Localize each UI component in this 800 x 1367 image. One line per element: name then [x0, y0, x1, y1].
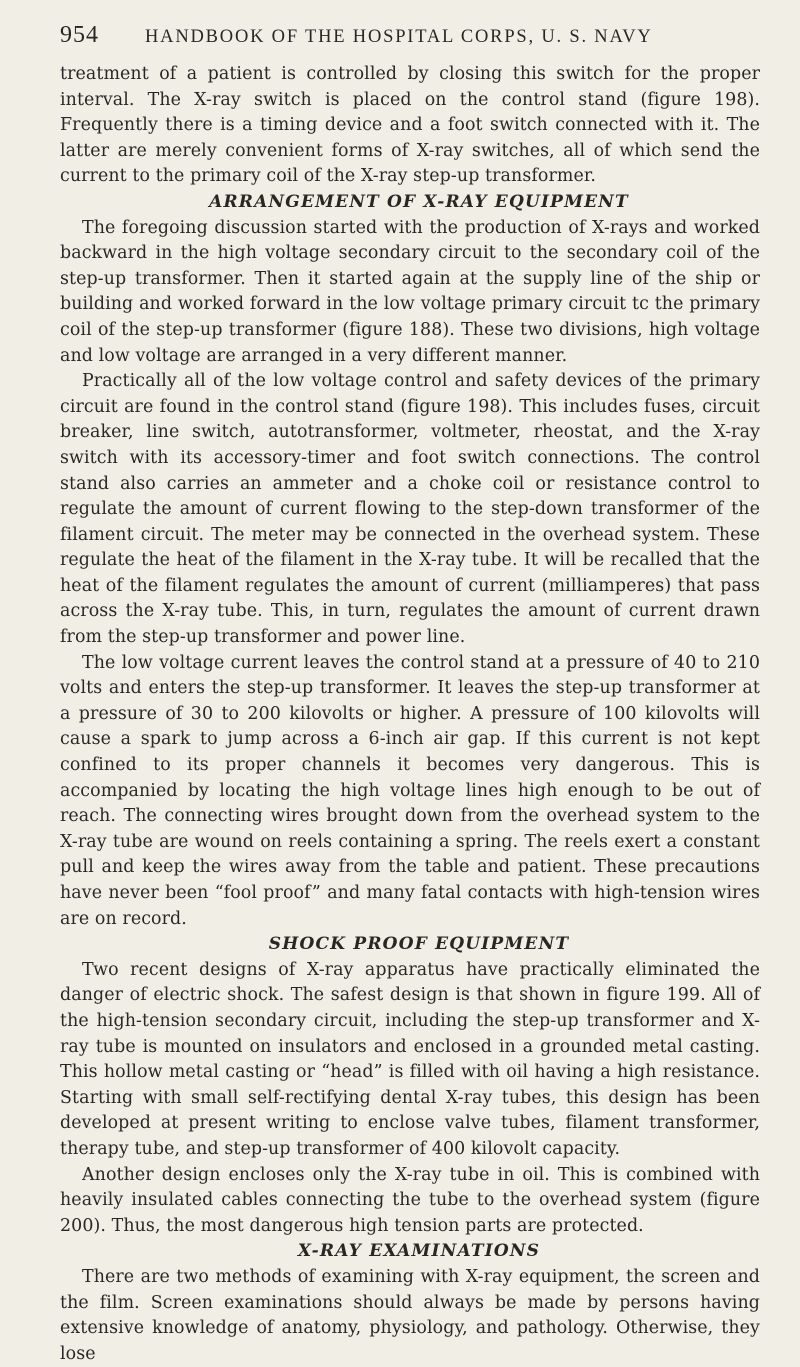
section-heading-shock-proof: SHOCK PROOF EQUIPMENT — [268, 934, 570, 955]
paragraph: Practically all of the low voltage control and safety devices of the primary circuit are found in the control stand (figure 198). This includes fuses, circuit breaker, line switch, autotransformer, voltmeter, rheostat, and the X-ray switch with its accessory-timer and foot switch connections. The control stand also carries an ammeter and a choke coil or resistance control to regulate the amount of current flowing to the step-down transformer of the filament circuit. The meter may be connected in the overhead system. These regulate the heat of the filament in the X-ray tube. It will be recalled that the heat of the filament regulates the amount of current (milliamperes) that pass across the X-ray tube. This, in turn, regulates the amount of current drawn from the step-up transformer and power line. — [60, 371, 760, 648]
section-heading-examinations: X-RAY EXAMINATIONS — [297, 1241, 541, 1262]
paragraph: There are two methods of examining with X-ray equipment, the screen and the film. Screen examinations should always be made by persons having extensive knowledge of anatomy, physiology, and pathology. Otherwise, they lose — [60, 1266, 760, 1364]
page-number: 954 — [60, 22, 99, 48]
paragraph: The foregoing discussion started with the production of X-rays and worked backward in the high voltage secondary circuit to the secondary coil of the step-up transformer. Then it started again at the supply line of the ship or building and worked forward in the low voltage primary circuit tc the primary coil of the step-up transformer (figure 188). These two divisions, high voltage and low voltage are arranged in a very different manner. — [60, 217, 760, 366]
paragraph-continuation: treatment of a patient is controlled by closing this switch for the proper interval. The X-ray switch is placed on the control stand (figure 198). Frequently there is a timing device and a foot switch connected with it. The latter are merely convenient forms of X-ray switches, all of which send the current to the primary coil of the X-ray step-up transformer. — [60, 64, 760, 187]
section-heading-arrangement: ARRANGEMENT OF X-RAY EQUIPMENT — [209, 191, 629, 212]
running-header — [60, 22, 760, 62]
paragraph: Another design encloses only the X-ray tube in oil. This is combined with heavily insulated cables connecting the tube to the overhead system (figure 200). Thus, the most dangerous high tension parts are protected. — [60, 1164, 760, 1236]
paragraph: The low voltage current leaves the control stand at a pressure of 40 to 210 volts and enters the step-up transformer. It leaves the step-up transformer at a pressure of 30 to 200 kilovolts or higher. A pressure of 100 kilovolts will cause a spark to jump across a 6-inch air gap. If this current is not kept confined to its proper channels it becomes very dangerous. This is accompanied by locating the high voltage lines high enough to be out of reach. The connecting wires brought down from the overhead system to the X-ray tube are wound on reels containing a spring. The reels exert a constant pull and keep the wires away from the table and patient. These precautions have never been “fool proof” and many fatal contacts with high-tension wires are on record. — [60, 652, 760, 929]
running-title: HANDBOOK OF THE HOSPITAL CORPS, U. S. NAVY — [145, 27, 653, 47]
paragraph: Two recent designs of X-ray apparatus have practically eliminated the danger of electric shock. The safest design is that shown in figure 199. All of the high-tension secondary circuit, including the step-up transformer and X-ray tube is mounted on insulators and enclosed in a grounded metal casting. This hollow metal casting or “head” is filled with oil having a high resistance. Starting with small self-rectifying dental X-ray tubes, this design has been developed at present writing to enclose valve tubes, filament transformer, therapy tube, and step-up transformer of 400 kilovolt capacity. — [60, 959, 760, 1159]
page-body — [60, 62, 760, 1367]
